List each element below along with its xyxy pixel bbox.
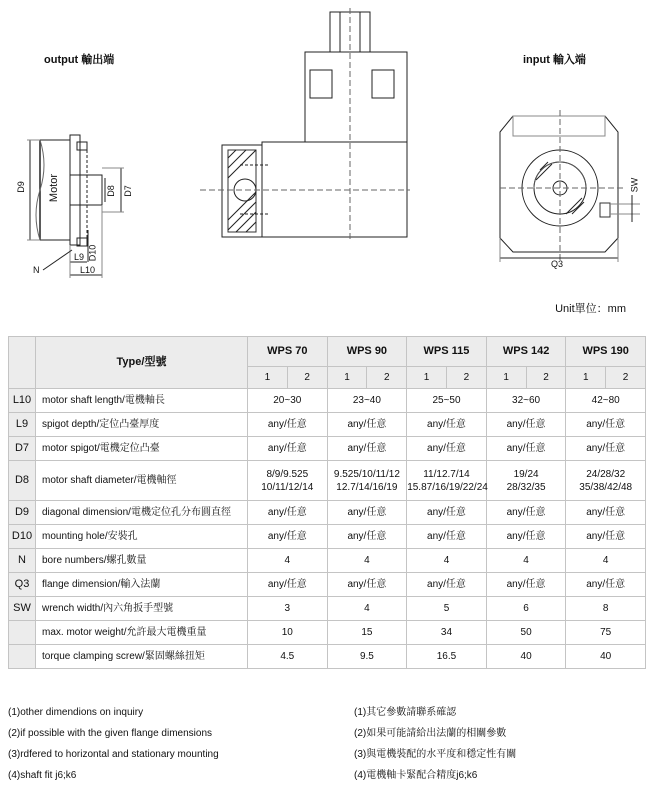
row-value: any/任意 [407,525,487,549]
input-flange-drawing [500,110,640,262]
note-line: (3)與電機裝配的水平度和穩定性有關 [354,749,517,760]
row-description: motor shaft diameter/電機軸徑 [36,461,248,501]
dim-d7: D7 [122,185,133,197]
row-value: any/任意 [486,573,566,597]
row-description: flange dimension/輸入法蘭 [36,573,248,597]
row-value: 4 [407,549,487,573]
row-value: 4 [327,549,407,573]
row-description: wrench width/內六角扳手型號 [36,597,248,621]
row-value: 4 [248,549,328,573]
sub-header: 1 [407,367,447,389]
dim-d8: D8 [105,185,116,197]
symbol-header [9,337,36,389]
row-value: 25~50 [407,389,487,413]
row-value: 50 [486,621,566,645]
row-value: 4 [566,549,646,573]
row-value: 42~80 [566,389,646,413]
row-value: any/任意 [486,437,566,461]
note-line: (2)如果可能請給出法蘭的相關參數 [354,728,507,739]
motor-label: Motor [48,173,61,203]
row-description: diagonal dimension/電機定位孔分布圓直徑 [36,501,248,525]
row-value: 16.5 [407,645,487,669]
note-line: (4)shaft fit j6;k6 [8,770,77,781]
table-row [9,645,646,669]
model-header: WPS 115 [407,337,487,367]
row-value [327,461,407,501]
row-value [248,461,328,501]
row-symbol: L9 [9,413,36,437]
row-value: any/任意 [486,525,566,549]
value-line: 24/28/32 [586,468,626,480]
row-description: motor shaft length/電機軸長 [36,389,248,413]
dim-d10: D10 [87,244,98,262]
value-line: 35/38/42/48 [579,481,633,493]
row-value: any/任意 [566,501,646,525]
value-line: 28/32/35 [506,481,546,493]
dim-sw: SW [629,177,640,193]
dim-l9: L9 [74,252,85,262]
note-line: (1)other dimendions on inquiry [8,707,144,718]
input-label: input 輸入端 [523,54,586,66]
row-value: 9.5 [327,645,407,669]
row-value: any/任意 [327,501,407,525]
sub-header: 1 [566,367,606,389]
value-line: 12.7/14/16/19 [336,481,398,493]
row-value: any/任意 [327,413,407,437]
note-line: (4)電機軸卡緊配合精度j6;k6 [354,770,478,781]
row-description: mounting hole/安裝孔 [36,525,248,549]
row-value: any/任意 [248,573,328,597]
dim-d9: D9 [15,181,26,193]
row-value: 32~60 [486,389,566,413]
row-symbol: SW [9,597,36,621]
table-row [9,597,646,621]
row-value: 4 [486,549,566,573]
row-value: 75 [566,621,646,645]
output-label: output 輸出端 [44,54,115,66]
row-description: motor spigot/電機定位凸臺 [36,437,248,461]
row-description: max. motor weight/允許最大電機重量 [36,621,248,645]
table-row [9,437,646,461]
dim-q3: Q3 [551,259,564,269]
value-line: 11/12.7/14 [423,468,470,480]
row-value: any/任意 [566,525,646,549]
value-line: 15.87/16/19/22/24 [407,481,488,493]
row-symbol [9,621,36,645]
row-value: 40 [566,645,646,669]
row-symbol: D8 [9,461,36,501]
row-value: any/任意 [486,413,566,437]
sub-header: 2 [287,367,327,389]
row-value: 8 [566,597,646,621]
table-row [9,413,646,437]
row-value: any/任意 [407,501,487,525]
value-line: 10/11/12/14 [261,481,314,493]
table-row [9,525,646,549]
row-value: 6 [486,597,566,621]
notes-chinese [354,702,516,786]
sub-header: 2 [367,367,407,389]
row-value: any/任意 [407,437,487,461]
row-value: any/任意 [248,437,328,461]
table-row [9,461,646,501]
dim-l10: L10 [80,265,96,275]
row-value: any/任意 [566,413,646,437]
row-value: any/任意 [248,525,328,549]
table-row [9,621,646,645]
row-value: any/任意 [327,525,407,549]
row-value: 4.5 [248,645,328,669]
row-symbol: D9 [9,501,36,525]
row-symbol: Q3 [9,573,36,597]
row-description: bore numbers/螺孔數量 [36,549,248,573]
row-value: 5 [407,597,487,621]
row-description: torque clamping screw/緊固螺絲扭矩 [36,645,248,669]
table-row [9,573,646,597]
model-header: WPS 90 [327,337,407,367]
value-line: 19/24 [513,468,539,480]
note-line: (1)其它參數請聯系確認 [354,707,457,718]
dim-n: N [33,265,40,275]
note-line: (2)if possible with the given flange dimensions [8,728,212,739]
value-line: 9.525/10/11/12 [333,468,400,480]
model-header: WPS 70 [248,337,328,367]
row-value: any/任意 [486,501,566,525]
unit-label: Unit單位：mm [555,303,626,315]
row-value [486,461,566,501]
gearbox-side-drawing [200,8,410,240]
value-line: 8/9/9.525 [266,468,309,480]
row-value: 20~30 [248,389,328,413]
row-value: any/任意 [248,501,328,525]
row-value: any/任意 [248,413,328,437]
type-header: Type/型號 [36,337,248,389]
row-value [566,461,646,501]
sub-header: 1 [327,367,367,389]
row-symbol: D7 [9,437,36,461]
row-value: 40 [486,645,566,669]
technical-drawing [0,0,656,300]
sub-header: 1 [486,367,526,389]
row-value: any/任意 [566,573,646,597]
row-symbol: L10 [9,389,36,413]
row-value: any/任意 [327,573,407,597]
row-symbol: D10 [9,525,36,549]
row-value: 4 [327,597,407,621]
notes-english [8,702,219,786]
row-value: any/任意 [407,573,487,597]
row-value: 15 [327,621,407,645]
row-symbol [9,645,36,669]
sub-header: 1 [248,367,288,389]
table-row [9,549,646,573]
table-row [9,501,646,525]
row-symbol: N [9,549,36,573]
row-value: 23~40 [327,389,407,413]
sub-header: 2 [526,367,566,389]
model-header: WPS 142 [486,337,566,367]
row-value: 34 [407,621,487,645]
row-value: 10 [248,621,328,645]
sub-header: 2 [606,367,646,389]
row-value: any/任意 [566,437,646,461]
model-header: WPS 190 [566,337,646,367]
note-line: (3)rdfered to horizontal and stationary mounting [8,749,219,760]
row-description: spigot depth/定位凸臺厚度 [36,413,248,437]
sub-header: 2 [446,367,486,389]
row-value: any/任意 [327,437,407,461]
row-value [407,461,487,501]
row-value: 3 [248,597,328,621]
row-value: any/任意 [407,413,487,437]
table-row [9,389,646,413]
spec-table [8,336,646,669]
